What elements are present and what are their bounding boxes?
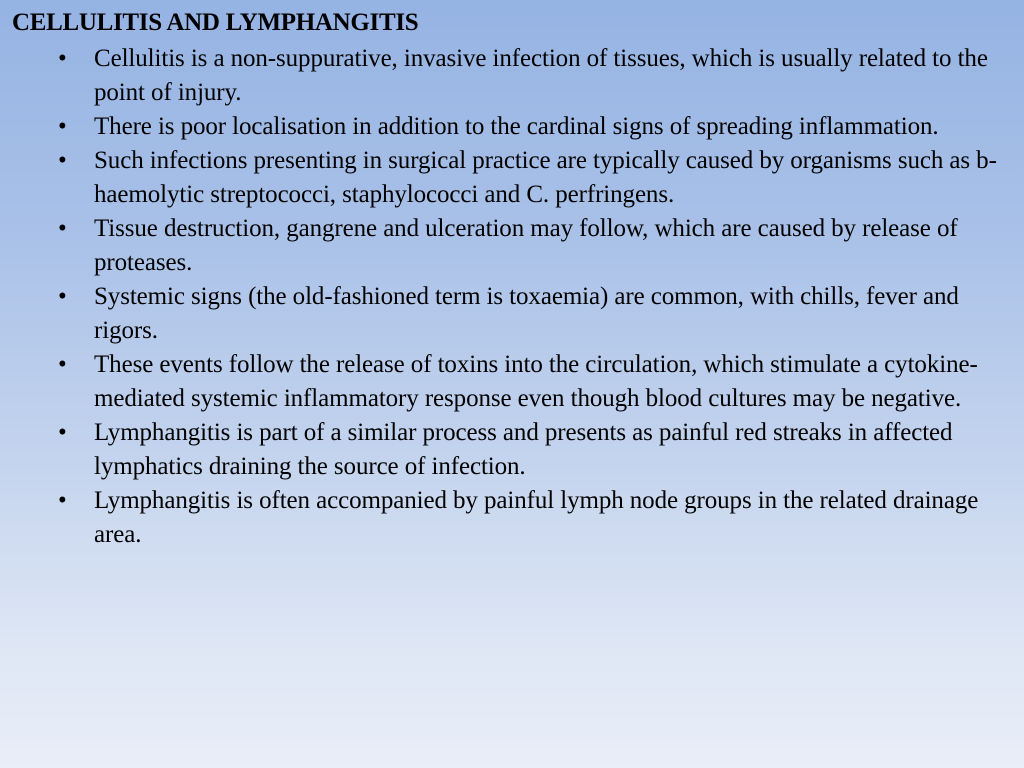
bullet-icon: • xyxy=(58,283,67,310)
bullet-item xyxy=(56,110,1016,144)
bullet-icon: • xyxy=(58,45,67,72)
bullet-icon: • xyxy=(58,215,67,242)
bullet-text: Systemic signs (the old-fashioned term is toxaemia) are common, with chills, fever and rigors. xyxy=(94,283,959,344)
bullet-icon: • xyxy=(58,147,67,174)
bullet-list xyxy=(56,42,1016,552)
bullet-icon: • xyxy=(58,351,67,378)
bullet-item xyxy=(56,416,1016,484)
bullet-item xyxy=(56,42,1016,110)
bullet-text: Such infections presenting in surgical practice are typically caused by organisms such as b-haemolytic streptococci, staphylococci and C. perfringens. xyxy=(94,147,997,208)
bullet-text: Lymphangitis is part of a similar process and presents as painful red streaks in affected lymphatics draining the source of infection. xyxy=(94,419,953,480)
bullet-text: Cellulitis is a non-suppurative, invasive infection of tissues, which is usually related to the point of injury. xyxy=(94,45,988,106)
bullet-icon: • xyxy=(58,419,67,446)
bullet-icon: • xyxy=(58,113,67,140)
bullet-item xyxy=(56,280,1016,348)
bullet-item xyxy=(56,144,1016,212)
bullet-text: Lymphangitis is often accompanied by painful lymph node groups in the related drainage area. xyxy=(94,487,979,548)
bullet-item xyxy=(56,212,1016,280)
bullet-item xyxy=(56,348,1016,416)
bullet-item xyxy=(56,484,1016,552)
bullet-icon: • xyxy=(58,487,67,514)
bullet-text: There is poor localisation in addition to the cardinal signs of spreading inflammation. xyxy=(94,113,939,140)
bullet-text: These events follow the release of toxins into the circulation, which stimulate a cytokine-mediated systemic inflammatory response even though blood cultures may be negative. xyxy=(94,351,978,412)
bullet-text: Tissue destruction, gangrene and ulceration may follow, which are caused by release of proteases. xyxy=(94,215,958,276)
slide-title: CELLULITIS AND LYMPHANGITIS xyxy=(12,9,419,36)
